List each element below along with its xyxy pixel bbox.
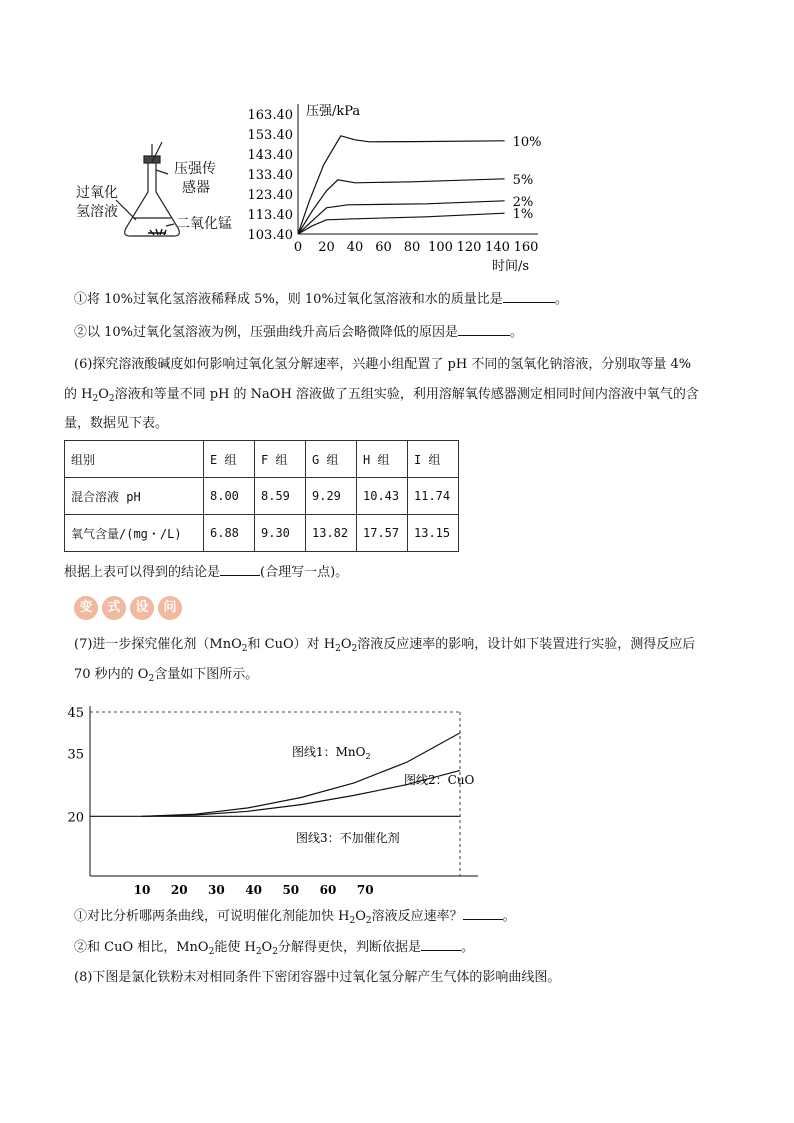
x-tick-label: 20 [170,883,188,897]
question-7-2: ②和 CuO 相比，MnO$_2$能使 $H_2O_2$分解得更快，判断依据是 。 [74,940,474,957]
y-tick-label: 153.40 [247,128,293,143]
label-peroxide-2: 氢溶液 [76,204,118,220]
table-header-cell: G 组 [306,441,357,478]
label-line-peroxide [116,200,136,220]
answer-blank-q7-2[interactable] [421,938,461,951]
series-line [298,213,505,234]
oxygen-content-chart [56,700,536,900]
table-cell: 9.30 [255,515,306,552]
y-axis-label: 压强/kPa [306,104,361,119]
table-header-cell: E 组 [204,441,255,478]
y-tick-label: 163.40 [247,108,293,123]
question-8: (8)下图是氯化铁粉末对相同条件下密闭容器中过氧化氢分解产生气体的影响曲线图。 [74,970,561,985]
variant-question-badge [74,594,186,622]
x-tick-label: 70 [356,883,374,897]
table-row [65,515,459,552]
y-tick-label: 143.40 [247,148,293,163]
series-line [298,179,505,234]
y-tick-label: 35 [67,747,84,763]
x-tick-label: 100 [428,240,453,255]
badge-char: 式 [102,596,126,620]
x-tick-label: 30 [208,883,225,897]
table-cell: 6.88 [204,515,255,552]
ph-oxygen-table [64,440,459,552]
x-tick-label: 0 [293,240,303,255]
series-label: 图线1：MnO$_2$ [292,745,371,761]
table-header-cell: 组别 [65,441,204,478]
question-6-line-3: 量，数据见下表。 [64,416,169,431]
series-label: 5% [512,172,534,188]
table-cell: 13.15 [408,515,459,552]
series-label: 10% [512,134,542,150]
series-label: 图线2：CuO [404,773,475,787]
answer-blank-q1[interactable] [503,290,555,303]
table-cell: 9.29 [306,478,357,515]
x-tick-label: 80 [403,240,421,255]
x-tick-label: 10 [133,883,151,897]
table-header-cell: I 组 [408,441,459,478]
table-cell: 8.59 [255,478,306,515]
series-label: 图线3：不加催化剂 [296,831,400,845]
question-1: ①将 10%过氧化氢溶液稀释成 5%，则 10%过氧化氢溶液和水的质量比是 。 [74,292,568,307]
badge-char: 变 [74,596,98,620]
label-sensor-1: 压强传 [174,161,216,177]
answer-blank-q2[interactable] [458,323,510,336]
series-label: 1% [512,207,534,223]
y-tick-label: 20 [67,810,84,826]
table-header-cell: F 组 [255,441,306,478]
table-cell: 10.43 [357,478,408,515]
series-label: 2% [512,194,534,210]
table-cell: 13.82 [306,515,357,552]
y-tick-label: 45 [67,706,84,721]
table-header-row [65,441,459,478]
x-tick-label: 50 [282,883,300,897]
label-line-sensor [156,170,168,174]
question-6-line-1: (6)探究溶液酸碱度如何影响过氧化氢分解速率，兴趣小组配置了 pH 不同的氢氧化钠溶液，分别取等量 4% [74,357,692,372]
table-header-cell: H 组 [357,441,408,478]
table-cell: 17.57 [357,515,408,552]
question-7-line-1: (7)进一步探究催化剂（MnO$_2$和 CuO）对 $H_2O_2$溶液反应速率的影响，设计如下装置进行实验，测得反应后 [74,637,696,654]
badge-char: 问 [158,596,182,620]
x-axis-label: 时间/s [492,259,530,274]
x-tick-label: 40 [245,883,262,897]
table-cell: 11.74 [408,478,459,515]
question-7-1: ①对比分析哪两条曲线，可说明催化剂能加快 $H_2O_2$溶液反应速率？ 。 [74,909,516,926]
table-cell: 8.00 [204,478,255,515]
y-tick-label: 133.40 [247,168,293,183]
x-tick-label: 160 [513,240,539,255]
question-2: ②以 10%过氧化氢溶液为例，压强曲线升高后会略微降低的原因是 。 [74,325,524,340]
table-row-label: 混合溶液 pH [65,478,204,515]
answer-blank-q7-1[interactable] [463,907,503,920]
badge-char: 设 [130,596,154,620]
answer-blank-conclusion[interactable] [220,563,260,576]
label-mno2: 二氧化锰 [176,216,232,232]
x-tick-label: 40 [346,240,364,255]
x-tick-label: 120 [456,240,482,255]
conclusion-question: 根据上表可以得到的结论是 (合理写一点)。 [64,565,349,580]
y-tick-label: 123.40 [247,188,293,203]
question-7-line-2: 70 秒内的 $O_2$含量如下图所示。 [74,667,259,684]
mno2-powder [148,229,166,235]
table-row-label: 氧气含量/(mg・/L) [65,515,204,552]
x-tick-label: 20 [318,240,335,255]
pressure-chart [240,98,560,278]
y-tick-label: 103.40 [247,228,293,243]
question-6-line-2: 的 $H_2O_2$溶液和等量不同 pH 的 NaOH 溶液做了五组实验，利用溶解氧传感器测定相同时间内溶液中氧气的含 [64,387,699,404]
label-sensor-2: 感器 [182,180,210,196]
label-peroxide-1: 过氧化 [76,185,118,201]
x-tick-label: 140 [485,240,510,255]
table-row [65,478,459,515]
x-tick-label: 60 [375,240,392,255]
label-line-mno2 [166,224,174,226]
x-tick-label: 60 [319,883,337,897]
y-tick-label: 113.40 [247,208,293,223]
